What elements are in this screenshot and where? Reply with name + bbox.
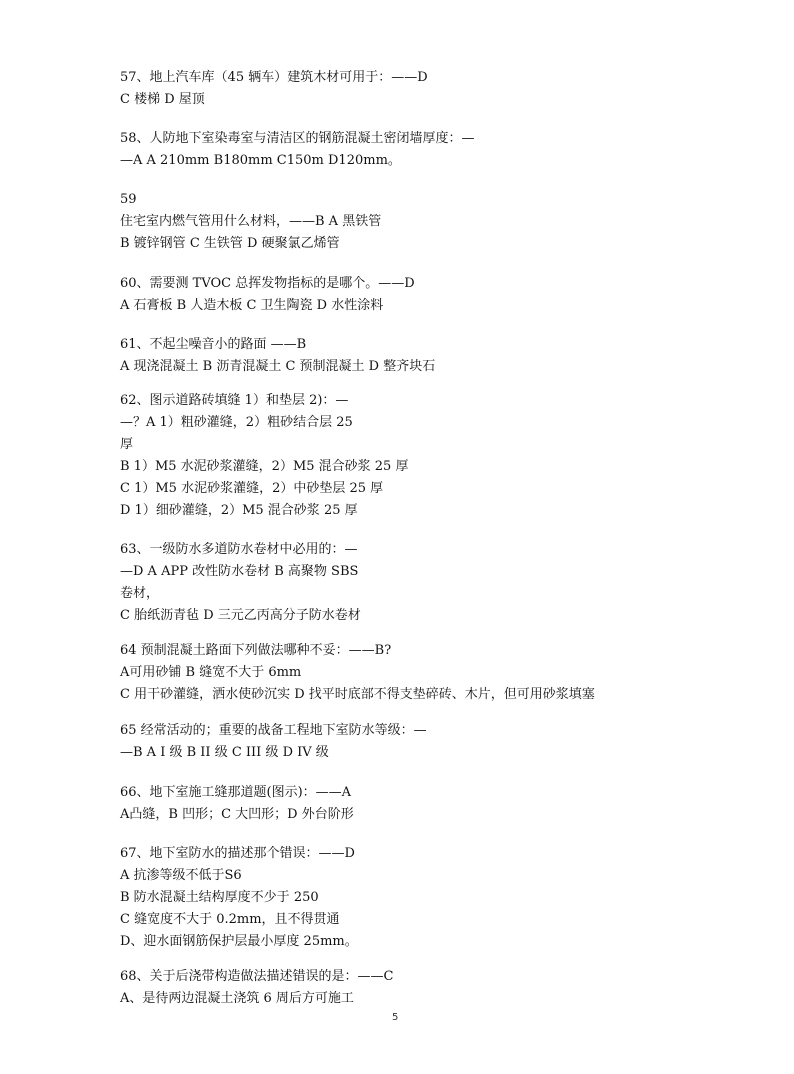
question-text: 59 xyxy=(120,192,137,207)
question-line: A、是待两边混凝土浇筑 6 周后方可施工 xyxy=(120,991,354,1006)
question-line: —？A 1）粗砂灌缝，2）粗砂结合层 25 xyxy=(120,415,353,430)
question-block xyxy=(120,843,680,953)
question-line: A 石膏板 B 人造木板 C 卫生陶瓷 D 水性涂料 xyxy=(120,298,384,313)
question-text: 62、图示道路砖填缝 1）和垫层 2)：— xyxy=(120,393,349,408)
question-line: B 1）M5 水泥砂浆灌缝，2）M5 混合砂浆 25 厚 xyxy=(120,459,409,474)
question-line: C 1）M5 水泥砂浆灌缝，2）中砂垫层 25 厚 xyxy=(120,481,384,496)
question-block xyxy=(120,539,680,627)
question-line: 卷材， xyxy=(120,586,160,601)
question-line: D、迎水面钢筋保护层最小厚度 25mm。 xyxy=(120,934,358,949)
question-line: C 缝宽度不大于 0.2mm，且不得贯通 xyxy=(120,912,340,927)
question-block xyxy=(120,334,680,378)
question-line: —D A APP 改性防水卷材 B 高聚物 SBS xyxy=(120,564,359,579)
question-block xyxy=(120,67,680,111)
question-text: 58、人防地下室染毒室与清洁区的钢筋混凝土密闭墙厚度：— xyxy=(120,131,475,146)
question-line: A可用砂铺 B 缝宽不大于 6mm xyxy=(120,665,302,680)
question-block xyxy=(120,782,680,826)
question-block xyxy=(120,189,680,255)
question-line: 住宅室内燃气管用什么材料，——B A 黑铁管 xyxy=(120,214,382,229)
question-line: A 抗渗等级不低于S6 xyxy=(120,868,242,883)
question-line: C 楼梯 D 屋顶 xyxy=(120,92,205,107)
page-number: 5 xyxy=(392,1012,399,1023)
question-text: 65 经常活动的；重要的战备工程地下室防水等级：— xyxy=(120,723,427,738)
question-text: 63、一级防水多道防水卷材中必用的：— xyxy=(120,542,358,557)
question-line: C 胎纸沥青毡 D 三元乙丙高分子防水卷材 xyxy=(120,608,361,623)
question-line: B 镀锌钢管 C 生铁管 D 硬聚氯乙烯管 xyxy=(120,236,340,251)
question-text: 57、地上汽车库（45 辆车）建筑木材可用于：——D xyxy=(120,70,428,85)
question-block xyxy=(120,966,680,1010)
question-text: 60、需要测 TVOC 总挥发物指标的是哪个。——D xyxy=(120,276,415,291)
question-line: 厚 xyxy=(120,437,134,452)
question-text: 67、地下室防水的描述那个错误：——D xyxy=(120,846,355,861)
question-block xyxy=(120,273,680,317)
question-line: A凸缝，B 凹形；C 大凹形；D 外台阶形 xyxy=(120,807,354,822)
question-line: C 用干砂灌缝，洒水使砂沉实 D 找平时底部不得支垫碎砖、木片，但可用砂浆填塞 xyxy=(120,687,595,702)
question-block xyxy=(120,640,680,706)
question-block xyxy=(120,390,680,522)
question-line: B 防水混凝土结构厚度不少于 250 xyxy=(120,890,319,905)
question-line: D 1）细砂灌缝，2）M5 混合砂浆 25 厚 xyxy=(120,503,358,518)
question-line: —A A 210mm B180mm C150m D120mm。 xyxy=(120,153,401,168)
question-line: —B A I 级 B II 级 C III 级 D IV 级 xyxy=(120,745,329,760)
question-block xyxy=(120,128,680,172)
question-text: 68、关于后浇带构造做法描述错误的是：——C xyxy=(120,969,394,984)
question-text: 64 预制混凝土路面下列做法哪种不妥：——B? xyxy=(120,643,392,658)
question-text: 61、不起尘噪音小的路面 ——B xyxy=(120,337,307,352)
question-block xyxy=(120,720,680,764)
question-text: 66、地下室施工缝那道题(图示)：——A xyxy=(120,785,352,800)
question-line: A 现浇混凝土 B 沥青混凝土 C 预制混凝土 D 整齐块石 xyxy=(120,359,436,374)
